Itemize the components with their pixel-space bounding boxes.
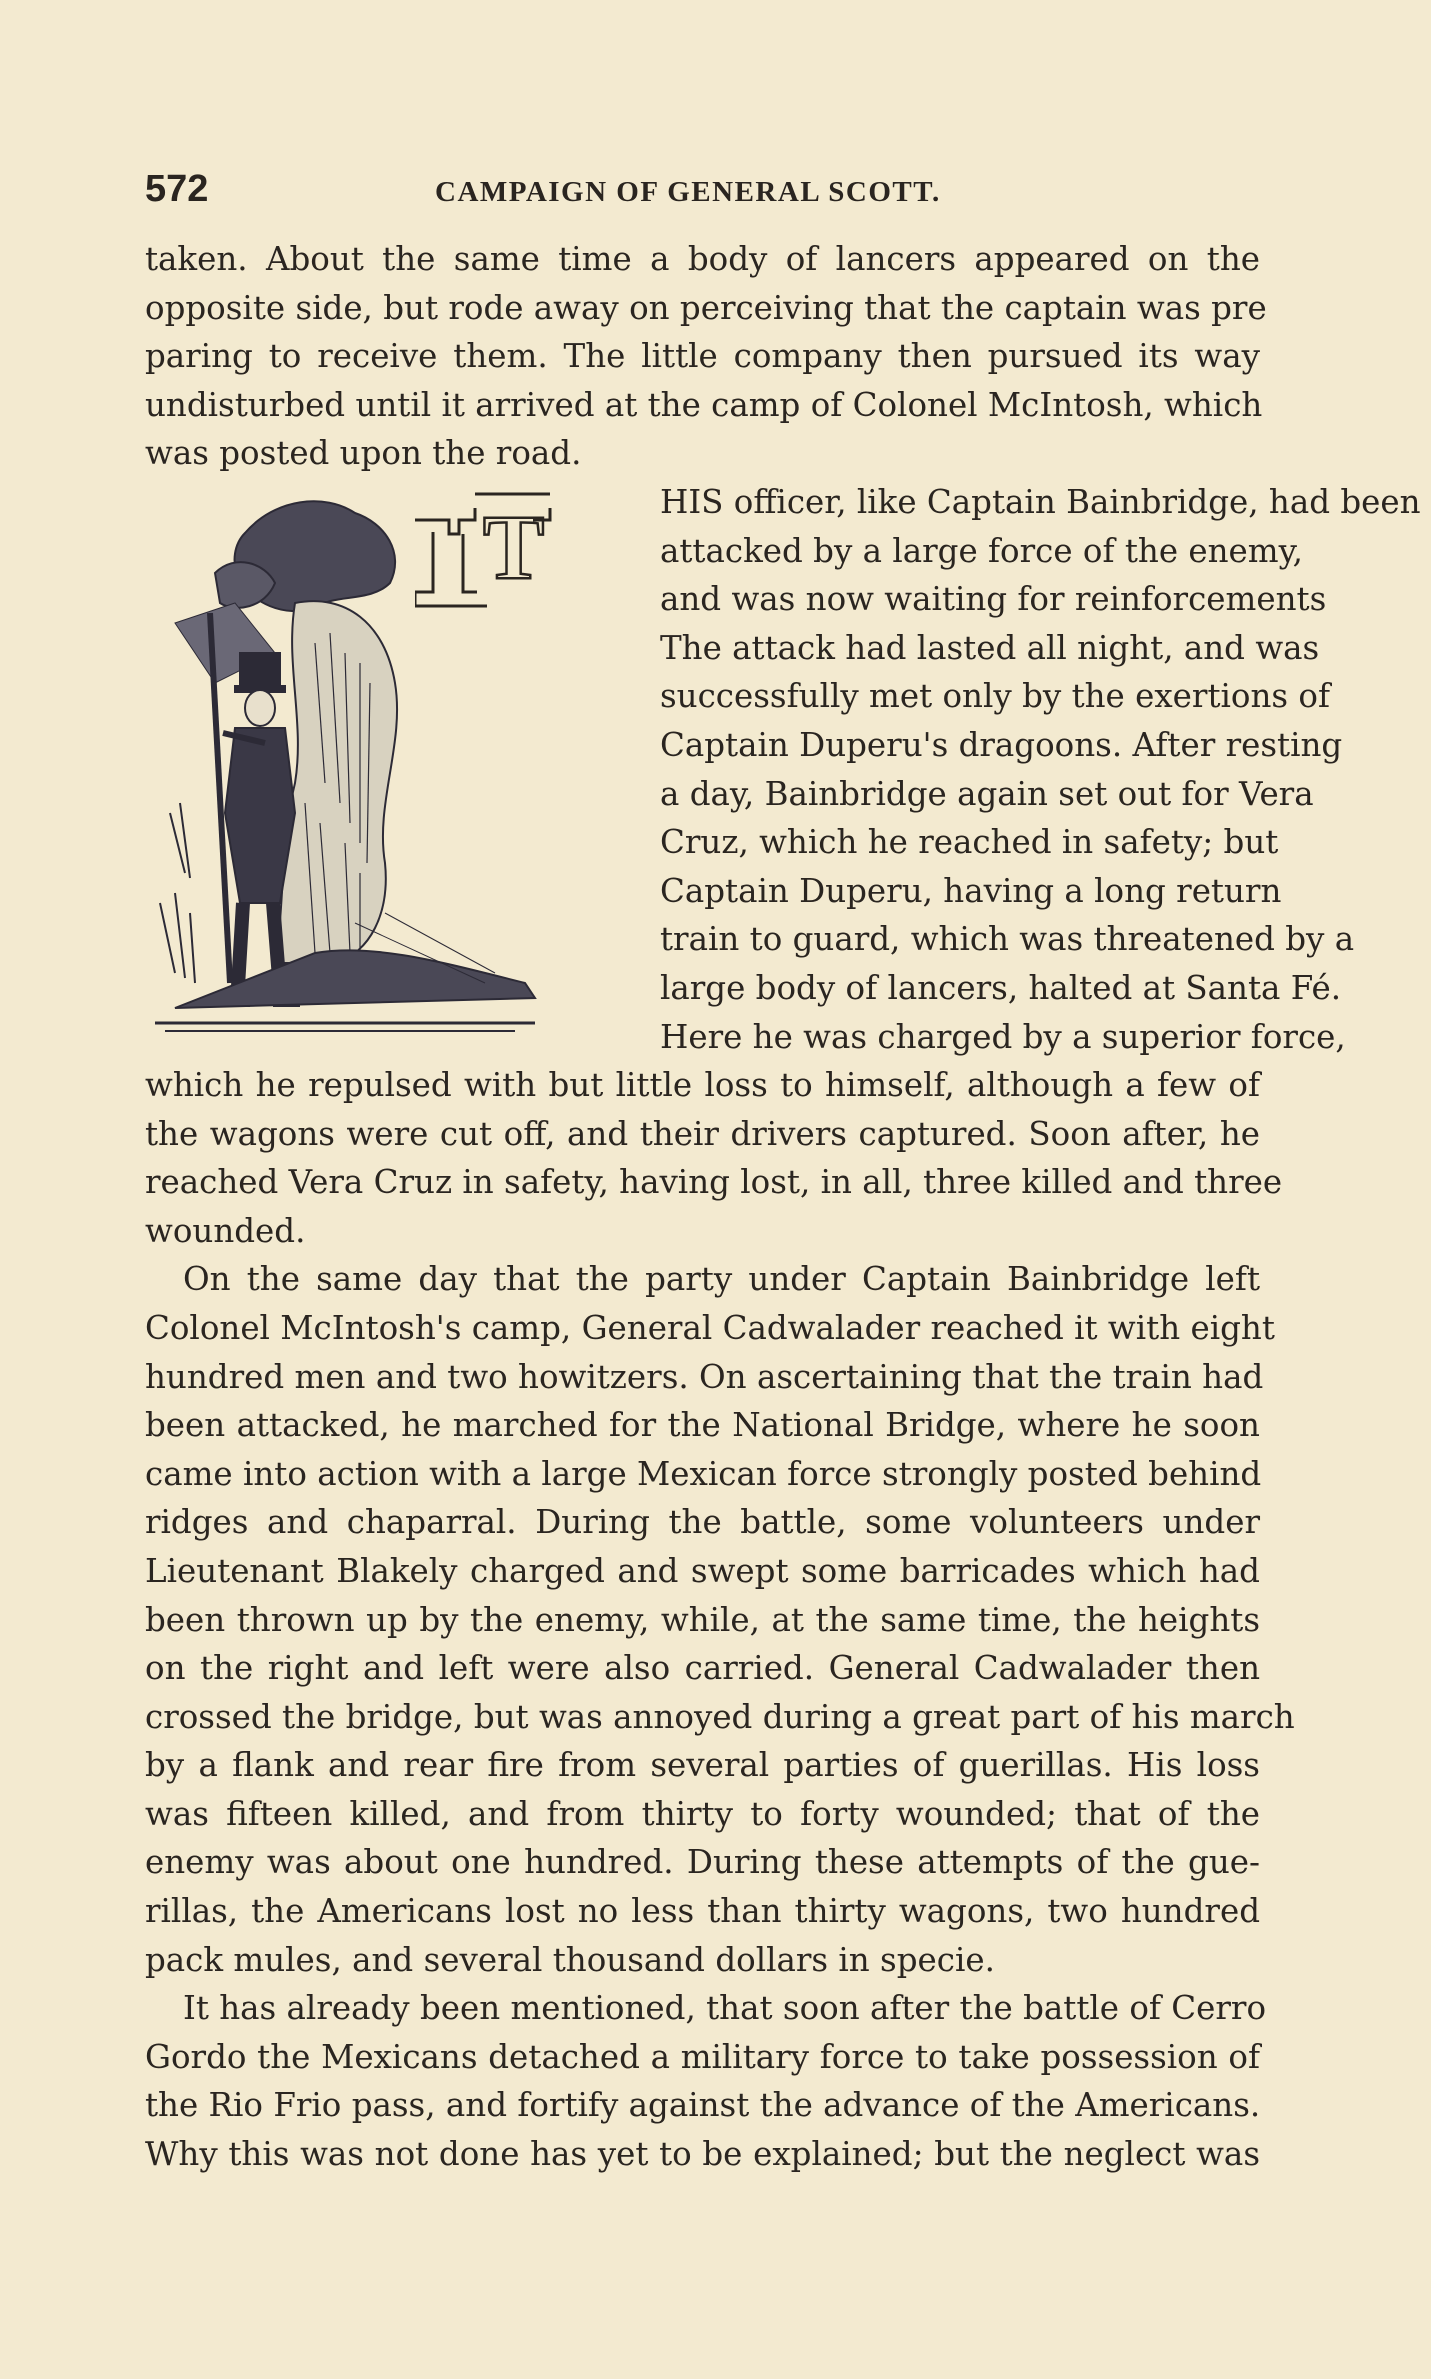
text-line: Cruz, which he reached in safety; but: [660, 823, 1279, 862]
paragraph-2-continued: [145, 1061, 1283, 1255]
text-line: on the right and left were also carried. General Cadwalader then: [145, 1649, 1260, 1688]
text-line: train to guard, which was threatened by a: [660, 920, 1355, 959]
text-line: Gordo the Mexicans detached a military force to take possession of: [145, 2037, 1260, 2076]
running-head: CAMPAIGN OF GENERAL SCOTT.: [435, 176, 941, 208]
text-line: by a flank and rear fire from several parties of guerillas. His loss: [145, 1746, 1260, 1785]
text-line: pack mules, and several thousand dollars in specie.: [145, 1940, 995, 1979]
text-line: taken. About the same time a body of lancers appeared on the: [145, 240, 1260, 278]
paragraph-4: [145, 1984, 1267, 2178]
text-line: undisturbed until it arrived at the camp of Colonel McIntosh, which: [145, 385, 1263, 424]
text-line: Captain Duperu, having a long return: [660, 871, 1282, 910]
text-line: rillas, the Americans lost no less than thirty wagons, two hundred: [145, 1892, 1260, 1931]
text-line: Captain Duperu's dragoons. After resting: [660, 725, 1343, 764]
float-text-column: [565, 478, 1421, 1061]
text-line: crossed the bridge, but was annoyed during a great part of his march: [145, 1697, 1295, 1736]
text-line: Why this was not done has yet to be explained; but the neglect was: [145, 2135, 1260, 2174]
text-line: which he repulsed with but little loss to himself, although a few of: [145, 1065, 1260, 1104]
text-line: came into action with a large Mexican force strongly posted behind: [145, 1454, 1262, 1493]
text-line: successfully met only by the exertions of: [660, 677, 1331, 716]
text-line: the Rio Frio pass, and fortify against the advance of the Americans.: [145, 2086, 1261, 2125]
text-line: a day, Bainbridge again set out for Vera: [660, 774, 1314, 813]
body-text: [145, 235, 1421, 2179]
text-line: the wagons were cut off, and their drivers captured. Soon after, he: [145, 1114, 1260, 1153]
text-line: The attack had lasted all night, and was: [660, 628, 1320, 667]
paragraph-1: [145, 235, 1267, 478]
text-line: Lieutenant Blakely charged and swept some barricades which had: [145, 1551, 1260, 1590]
text-line: large body of lancers, halted at Santa Fé.: [660, 968, 1342, 1007]
text-line: On the same day that the party under Captain Bainbridge left: [183, 1260, 1260, 1299]
text-line: Here he was charged by a superior force,: [660, 1017, 1346, 1056]
text-line: It has already been mentioned, that soon after the battle of Cerro: [183, 1989, 1267, 2028]
page-header: [145, 168, 1255, 218]
drop-cap-letter: T: [483, 495, 545, 598]
text-line: hundred men and two howitzers. On ascertaining that the train had: [145, 1357, 1264, 1396]
text-line: attacked by a large force of the enemy,: [660, 531, 1303, 570]
paragraph-3: [145, 1255, 1295, 1984]
text-line: enemy was about one hundred. During these attempts of the gue-: [145, 1843, 1260, 1882]
text-line: Colonel McIntosh's camp, General Cadwalader reached it with eight: [145, 1308, 1275, 1347]
text-line: been thrown up by the enemy, while, at the same time, the heights: [145, 1600, 1260, 1639]
text-line: opposite side, but rode away on perceiving that the captain was pre: [145, 288, 1267, 327]
text-line: and was now waiting for reinforcements: [660, 580, 1327, 619]
illustrated-paragraph: [145, 478, 1421, 1061]
text-line: HIS officer, like Captain Bainbridge, had been: [660, 482, 1421, 521]
page-number: 572: [145, 168, 209, 210]
text-line: reached Vera Cruz in safety, having lost, in all, three killed and three: [145, 1163, 1283, 1202]
text-line: was fifteen killed, and from thirty to forty wounded; that of the: [145, 1794, 1260, 1833]
text-line: wounded.: [145, 1211, 306, 1250]
text-line: paring to receive them. The little company then pursued its way: [145, 337, 1260, 376]
text-line: been attacked, he marched for the National Bridge, where he soon: [145, 1406, 1260, 1445]
text-line: ridges and chaparral. During the battle, some volunteers under: [145, 1503, 1260, 1542]
text-line: was posted upon the road.: [145, 434, 582, 473]
